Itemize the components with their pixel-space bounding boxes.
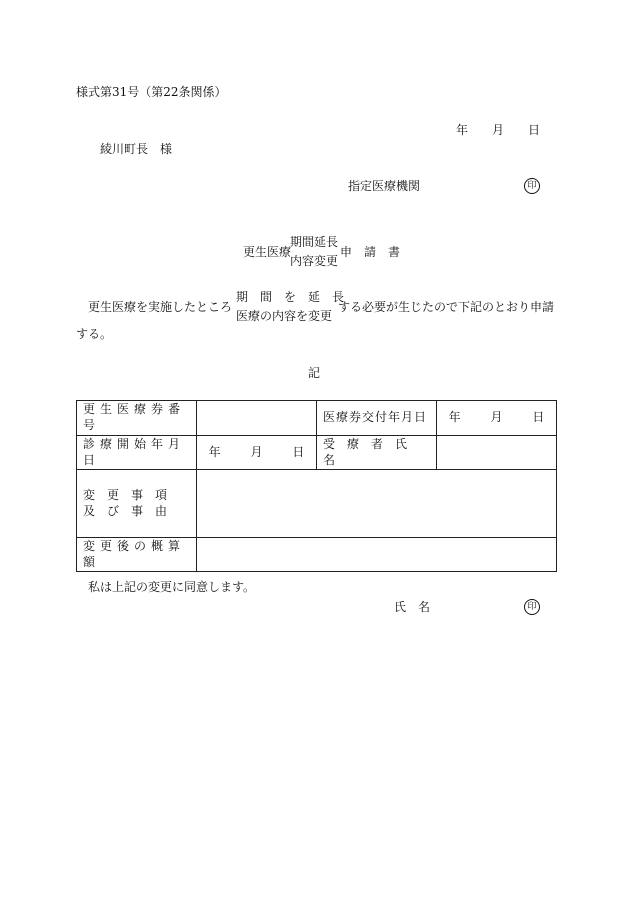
start-date-label: 診療開始年月日	[77, 436, 197, 470]
seal-icon-institution: 印	[524, 178, 540, 194]
title-prefix: 更生医療	[243, 245, 292, 259]
title-suffix: 申 請 書	[340, 245, 401, 259]
issue-date-month: 月	[490, 410, 503, 425]
card-number-label: 更生医療券番号	[77, 401, 197, 436]
issue-date-year: 年	[448, 410, 461, 425]
body-option-top: 期 間 を 延 長	[236, 290, 345, 304]
start-date-day: 日	[292, 444, 305, 459]
start-date-month: 月	[250, 444, 263, 459]
title-option-top: 期間延長	[290, 235, 339, 249]
addressee: 綾川町長 様	[100, 142, 173, 156]
card-number-field[interactable]	[197, 401, 317, 436]
change-reason-label-line1: 変 更 事 項	[83, 487, 168, 502]
date-year: 年	[456, 123, 469, 137]
estimated-cost-label: 変更後の概算額	[77, 538, 197, 572]
seal-icon-applicant: 印	[524, 599, 540, 615]
ki-heading: 記	[308, 366, 321, 380]
body-text-before: 更生医療を実施したところ	[88, 300, 233, 314]
issue-date-day: 日	[532, 410, 545, 425]
body-text-after: する必要が生じたので下記のとおり申請	[338, 300, 555, 314]
date-day: 日	[528, 123, 541, 137]
institution-label: 指定医療機関	[348, 179, 421, 193]
consent-text: 私は上記の変更に同意します。	[88, 580, 256, 594]
estimated-cost-field[interactable]	[197, 538, 557, 572]
application-table	[76, 400, 557, 572]
start-date-year: 年	[208, 444, 221, 459]
change-reason-label	[77, 470, 197, 538]
patient-name-field[interactable]	[437, 436, 557, 470]
start-date-field[interactable]	[197, 436, 317, 470]
date-month: 月	[492, 123, 505, 137]
patient-name-label: 受 療 者 氏 名	[317, 436, 437, 470]
issue-date-label: 医療券交付年月日	[317, 401, 437, 436]
change-reason-field[interactable]	[197, 470, 557, 538]
body-option-bottom: 医療の内容を変更	[236, 309, 333, 323]
form-number: 様式第31号（第22条関係）	[76, 85, 227, 99]
change-reason-label-line2: 及 び 事 由	[83, 503, 168, 518]
issue-date-field[interactable]	[437, 401, 557, 436]
title-option-bottom: 内容変更	[290, 254, 339, 268]
name-label: 氏 名	[394, 600, 431, 614]
body-line2: する。	[76, 327, 113, 341]
